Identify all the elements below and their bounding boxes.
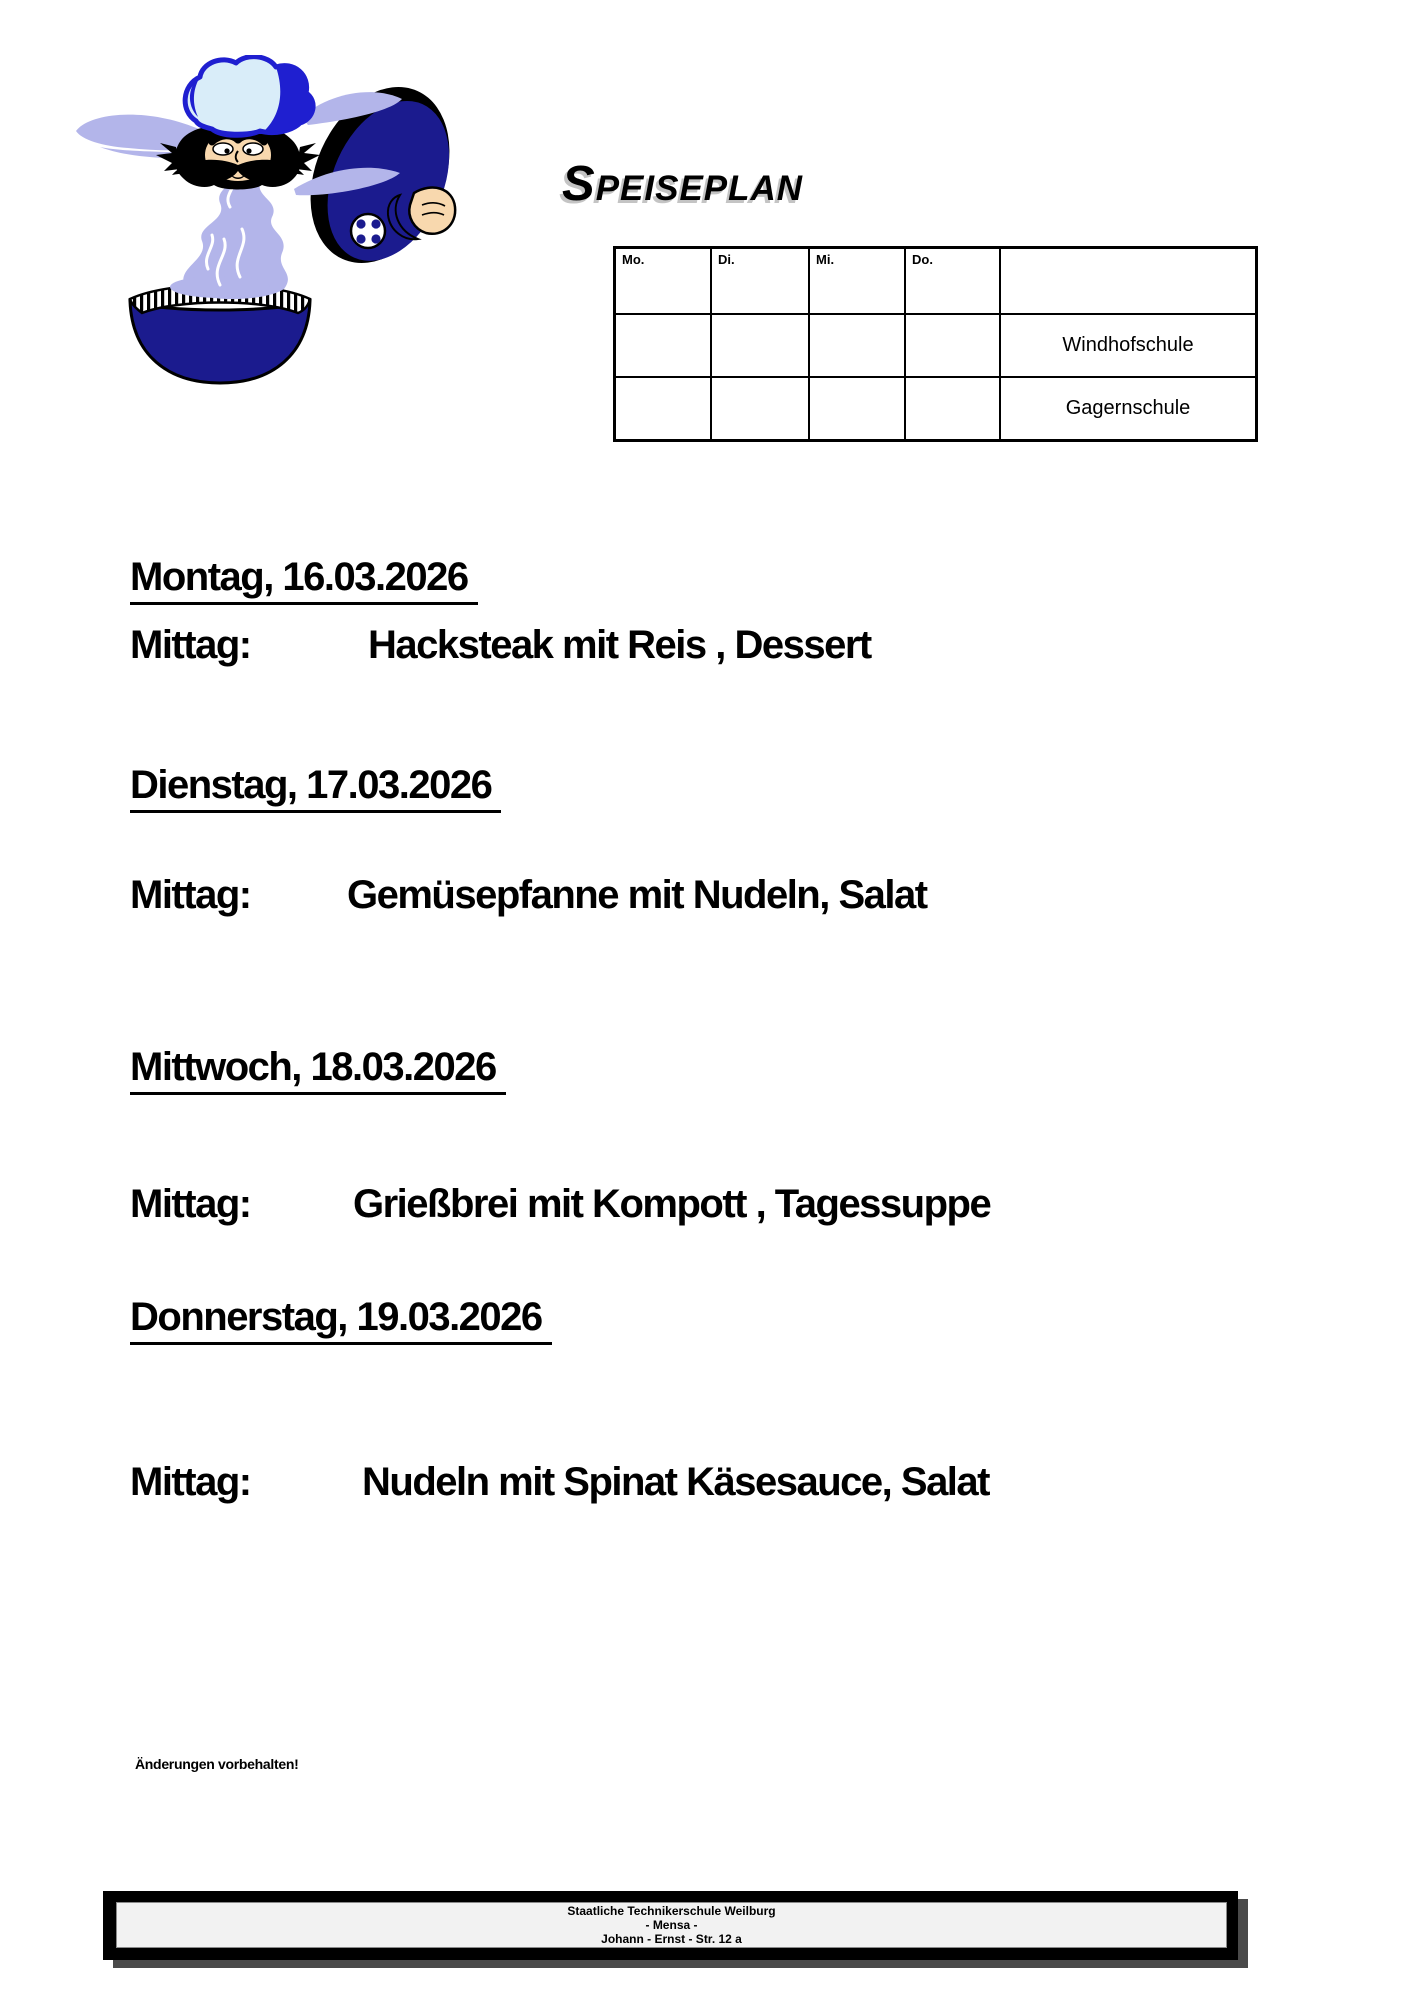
empty-cell bbox=[1000, 248, 1257, 315]
day-header-do: Do. bbox=[905, 248, 1000, 315]
chef-logo bbox=[70, 55, 470, 385]
empty-cell bbox=[809, 314, 905, 377]
soup-pot bbox=[130, 301, 310, 383]
day-section-monday-header: Montag, 16.03.2026 bbox=[130, 557, 478, 605]
empty-cell bbox=[615, 377, 712, 441]
empty-cell bbox=[615, 314, 712, 377]
disclaimer-note: Änderungen vorbehalten! bbox=[135, 1756, 299, 1772]
dish-wednesday: Grießbrei mit Kompott , Tagessuppe bbox=[353, 1182, 991, 1226]
empty-cell bbox=[809, 377, 905, 441]
day-section-wednesday-meal bbox=[130, 1182, 991, 1226]
meal-label: Mittag: bbox=[130, 623, 251, 667]
footer-box bbox=[103, 1891, 1238, 1960]
day-section-thursday-header: Donnerstag, 19.03.2026 bbox=[130, 1297, 552, 1345]
meal-label: Mittag: bbox=[130, 1182, 251, 1226]
week-table bbox=[613, 246, 1258, 442]
page-title-initial: S bbox=[562, 157, 596, 211]
lid-knob bbox=[351, 214, 385, 248]
school-gagernschule: Gagernschule bbox=[1000, 377, 1257, 441]
footer-address bbox=[116, 1902, 1227, 1948]
day-section-tuesday-meal bbox=[130, 873, 927, 917]
day-section-wednesday-header: Mittwoch, 18.03.2026 bbox=[130, 1047, 506, 1095]
chef-hand bbox=[409, 188, 455, 234]
footer-line-street: Johann - Ernst - Str. 12 a bbox=[601, 1932, 742, 1946]
table-row bbox=[615, 314, 1257, 377]
school-windhofschule: Windhofschule bbox=[1000, 314, 1257, 377]
empty-cell bbox=[905, 314, 1000, 377]
meal-label: Mittag: bbox=[130, 873, 251, 917]
footer-line-school: Staatliche Technikerschule Weilburg bbox=[567, 1904, 776, 1918]
day-section-monday-meal bbox=[130, 623, 871, 667]
table-row bbox=[615, 377, 1257, 441]
day-section-tuesday-header: Dienstag, 17.03.2026 bbox=[130, 765, 501, 813]
empty-cell bbox=[905, 377, 1000, 441]
page-title bbox=[562, 157, 804, 211]
day-section-thursday-meal bbox=[130, 1460, 989, 1504]
day-header-mi: Mi. bbox=[809, 248, 905, 315]
day-header-mo: Mo. bbox=[615, 248, 712, 315]
table-row bbox=[615, 248, 1257, 315]
dish-monday: Hacksteak mit Reis , Dessert bbox=[368, 623, 871, 667]
empty-cell bbox=[711, 377, 809, 441]
chef-hat bbox=[185, 57, 313, 136]
empty-cell bbox=[711, 314, 809, 377]
day-header-di: Di. bbox=[711, 248, 809, 315]
footer-line-mensa: - Mensa - bbox=[645, 1918, 698, 1932]
dish-tuesday: Gemüsepfanne mit Nudeln, Salat bbox=[347, 873, 927, 917]
dish-thursday: Nudeln mit Spinat Käsesauce, Salat bbox=[362, 1460, 989, 1504]
page-title-rest: PEISEPLAN bbox=[595, 169, 804, 208]
meal-label: Mittag: bbox=[130, 1460, 251, 1504]
